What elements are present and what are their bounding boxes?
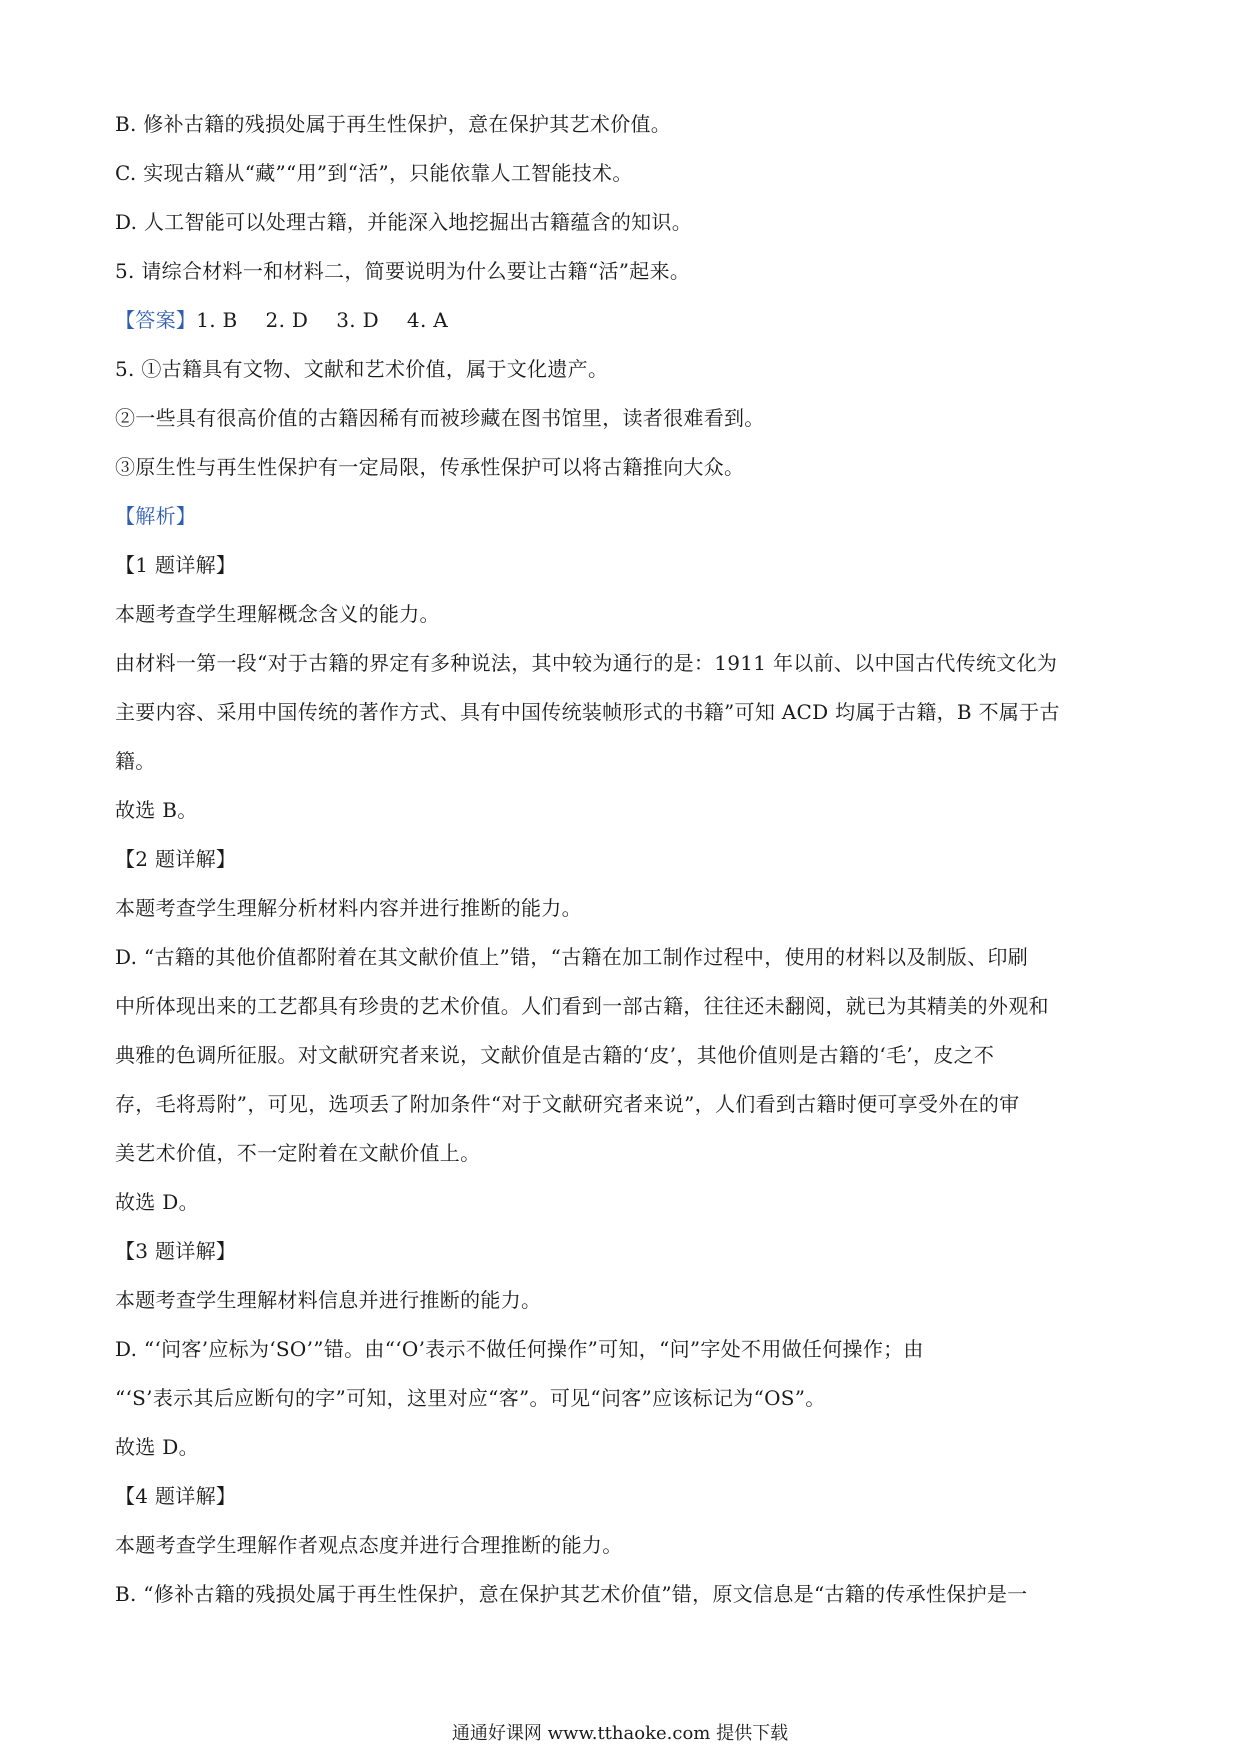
footer-source: 通通好课网 www.tthaoke.com 提供下载 [451, 1723, 789, 1744]
answer-list [196, 296, 476, 345]
q1-line: 由材料一第一段“对于古籍的界定有多种说法，其中较为通行的是：1911 年以前、以中国古代传统文化为 [115, 651, 1058, 675]
q5-answer-line: 5. ①古籍具有文物、文献和艺术价值，属于文化遗产。 [115, 357, 609, 381]
q3-line: 本题考查学生理解材料信息并进行推断的能力。 [115, 1288, 542, 1312]
q1-line: 籍。 [115, 749, 156, 773]
answer-line [115, 296, 1135, 345]
answer-item: 1. B [196, 308, 238, 332]
q4-title: 【4 题详解】 [115, 1484, 237, 1508]
q2-line: D. “古籍的其他价值都附着在其文献价值上”错，“古籍在加工制作过程中，使用的材料以及制版、印刷 [115, 945, 1029, 969]
option-d: D. 人工智能可以处理古籍，并能深入地挖掘出古籍蕴含的知识。 [115, 210, 693, 234]
q1-line: 本题考查学生理解概念含义的能力。 [115, 602, 440, 626]
answer-item: 3. D [336, 308, 379, 332]
q4-line: B. “修补古籍的残损处属于再生性保护，意在保护其艺术价值”错，原文信息是“古籍的传承性保护是一 [115, 1582, 1028, 1606]
q2-line: 故选 D。 [115, 1190, 199, 1214]
q5-answer-line: ③原生性与再生性保护有一定局限，传承性保护可以将古籍推向大众。 [115, 455, 745, 479]
q1-line: 主要内容、采用中国传统的著作方式、具有中国传统装帧形式的书籍”可知 ACD 均属于古籍，B 不属于古 [115, 700, 1060, 724]
q3-line: “‘S’表示其后应断句的字”可知，这里对应“客”。可见“问客”应该标记为“OS”。 [115, 1386, 826, 1410]
page-content [115, 100, 1135, 1619]
question-5: 5. 请综合材料一和材料二，简要说明为什么要让古籍“活”起来。 [115, 259, 691, 283]
answer-item: 2. D [265, 308, 309, 332]
q1-line: 故选 B。 [115, 798, 198, 822]
answer-label: 【答案】 [115, 308, 197, 332]
answer-item: 4. A [406, 308, 449, 332]
q3-line: D. “‘问客’应标为‘SO’”错。由“‘O’表示不做任何操作”可知，“问”字处不用做任何操作；由 [115, 1337, 924, 1361]
q3-title: 【3 题详解】 [115, 1239, 237, 1263]
q4-line: 本题考查学生理解作者观点态度并进行合理推断的能力。 [115, 1533, 623, 1557]
q2-line: 存，毛将焉附”，可见，选项丢了附加条件“对于文献研究者来说”，人们看到古籍时便可享受外在的审 [115, 1092, 1020, 1116]
q5-answer-line: ②一些具有很高价值的古籍因稀有而被珍藏在图书馆里，读者很难看到。 [115, 406, 765, 430]
option-b: B. 修补古籍的残损处属于再生性保护，意在保护其艺术价值。 [115, 112, 672, 136]
q2-line: 中所体现出来的工艺都具有珍贵的艺术价值。人们看到一部古籍，往往还未翻阅，就已为其精美的外观和 [115, 994, 1049, 1018]
analysis-label: 【解析】 [115, 504, 197, 528]
q3-line: 故选 D。 [115, 1435, 199, 1459]
q2-line: 典雅的色调所征服。对文献研究者来说，文献价值是古籍的‘皮’，其他价值则是古籍的‘毛’，皮之不 [115, 1043, 995, 1067]
q2-title: 【2 题详解】 [115, 847, 237, 871]
q1-title: 【1 题详解】 [115, 553, 237, 577]
q2-line: 本题考查学生理解分析材料内容并进行推断的能力。 [115, 896, 582, 920]
q2-line: 美艺术价值，不一定附着在文献价值上。 [115, 1141, 481, 1165]
option-c: C. 实现古籍从“藏”“用”到“活”，只能依靠人工智能技术。 [115, 161, 633, 185]
